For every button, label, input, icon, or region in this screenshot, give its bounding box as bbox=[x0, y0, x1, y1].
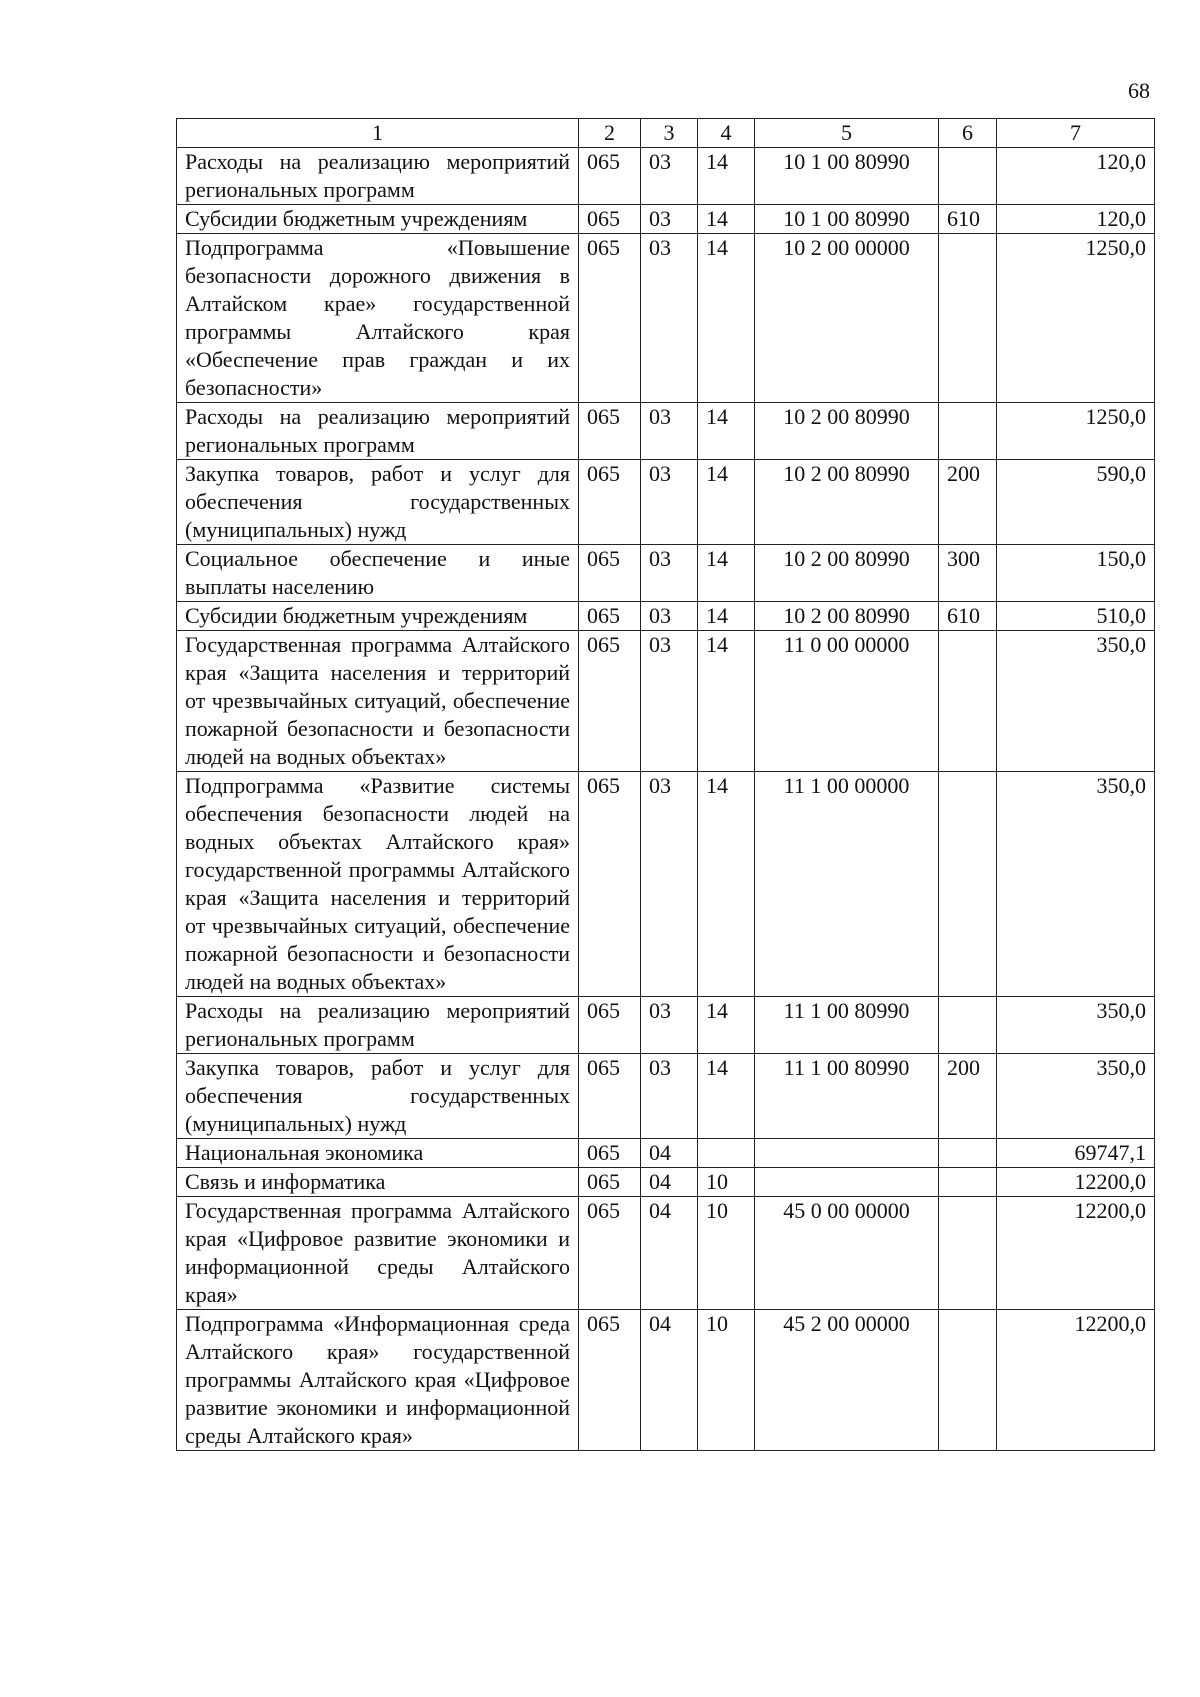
table-row bbox=[177, 1139, 1155, 1168]
section-code-cell: 03 bbox=[641, 772, 698, 997]
target-article-cell: 10 2 00 80990 bbox=[755, 545, 939, 602]
subsection-code-cell: 14 bbox=[698, 602, 755, 631]
item-name-cell: Закупка товаров, работ и услуг для обеспечения государственных (муниципальных) нужд bbox=[177, 460, 579, 545]
amount-cell: 12200,0 bbox=[997, 1168, 1155, 1197]
amount-cell: 1250,0 bbox=[997, 234, 1155, 403]
expense-type-cell bbox=[939, 1310, 997, 1451]
page-number: 68 bbox=[1128, 78, 1150, 103]
section-code-cell: 03 bbox=[641, 1054, 698, 1139]
item-name-cell: Связь и информатика bbox=[177, 1168, 579, 1197]
target-article-cell: 11 1 00 00000 bbox=[755, 772, 939, 997]
table-row bbox=[177, 545, 1155, 602]
item-name-cell: Подпрограмма «Развитие системы обеспечения безопасности людей на водных объектах Алтайского края» государственной программы Алтайского края «Защита населения и территорий от чрезвычайных ситуаций, обеспечение пожарной безопасности и безопасности людей на водных объектах» bbox=[177, 772, 579, 997]
expense-type-cell bbox=[939, 403, 997, 460]
section-code-cell: 04 bbox=[641, 1197, 698, 1310]
section-code-cell: 03 bbox=[641, 403, 698, 460]
header-row bbox=[177, 119, 1155, 148]
table-row bbox=[177, 234, 1155, 403]
ministry-code-cell: 065 bbox=[579, 460, 641, 545]
amount-cell: 510,0 bbox=[997, 602, 1155, 631]
table-body bbox=[177, 148, 1155, 1451]
ministry-code-cell: 065 bbox=[579, 1197, 641, 1310]
ministry-code-cell: 065 bbox=[579, 403, 641, 460]
amount-cell: 120,0 bbox=[997, 205, 1155, 234]
section-code-cell: 04 bbox=[641, 1168, 698, 1197]
ministry-code-cell: 065 bbox=[579, 631, 641, 772]
section-code-cell: 03 bbox=[641, 148, 698, 205]
amount-cell: 12200,0 bbox=[997, 1310, 1155, 1451]
ministry-code-cell: 065 bbox=[579, 997, 641, 1054]
expense-type-cell: 200 bbox=[939, 1054, 997, 1139]
target-article-cell: 10 2 00 80990 bbox=[755, 460, 939, 545]
section-code-cell: 04 bbox=[641, 1310, 698, 1451]
subsection-code-cell: 14 bbox=[698, 1054, 755, 1139]
expense-type-cell bbox=[939, 772, 997, 997]
section-code-cell: 04 bbox=[641, 1139, 698, 1168]
item-name-cell: Расходы на реализацию мероприятий региональных программ bbox=[177, 997, 579, 1054]
ministry-code-cell: 065 bbox=[579, 234, 641, 403]
item-name-cell: Подпрограмма «Информационная среда Алтайского края» государственной программы Алтайского края «Цифровое развитие экономики и информационной среды Алтайского края» bbox=[177, 1310, 579, 1451]
amount-cell: 12200,0 bbox=[997, 1197, 1155, 1310]
subsection-code-cell: 14 bbox=[698, 148, 755, 205]
amount-cell: 69747,1 bbox=[997, 1139, 1155, 1168]
table-row bbox=[177, 1054, 1155, 1139]
item-name-cell: Расходы на реализацию мероприятий региональных программ bbox=[177, 148, 579, 205]
amount-cell: 350,0 bbox=[997, 997, 1155, 1054]
table-row bbox=[177, 631, 1155, 772]
item-name-cell: Подпрограмма «Повышение безопасности дорожного движения в Алтайском крае» государственной программы Алтайского края «Обеспечение прав граждан и их безопасности» bbox=[177, 234, 579, 403]
subsection-code-cell bbox=[698, 1139, 755, 1168]
target-article-cell: 11 1 00 80990 bbox=[755, 997, 939, 1054]
item-name-cell: Субсидии бюджетным учреждениям bbox=[177, 602, 579, 631]
subsection-code-cell: 10 bbox=[698, 1197, 755, 1310]
section-code-cell: 03 bbox=[641, 460, 698, 545]
expense-type-cell: 610 bbox=[939, 602, 997, 631]
header-cell-4: 4 bbox=[698, 119, 755, 148]
amount-cell: 350,0 bbox=[997, 631, 1155, 772]
amount-cell: 120,0 bbox=[997, 148, 1155, 205]
target-article-cell: 10 1 00 80990 bbox=[755, 205, 939, 234]
item-name-cell: Социальное обеспечение и иные выплаты населению bbox=[177, 545, 579, 602]
item-name-cell: Расходы на реализацию мероприятий региональных программ bbox=[177, 403, 579, 460]
table-row bbox=[177, 1168, 1155, 1197]
subsection-code-cell: 14 bbox=[698, 772, 755, 997]
expense-type-cell bbox=[939, 234, 997, 403]
header-cell-1: 1 bbox=[177, 119, 579, 148]
subsection-code-cell: 14 bbox=[698, 205, 755, 234]
table-row bbox=[177, 602, 1155, 631]
ministry-code-cell: 065 bbox=[579, 205, 641, 234]
subsection-code-cell: 14 bbox=[698, 460, 755, 545]
header-cell-5: 5 bbox=[755, 119, 939, 148]
amount-cell: 150,0 bbox=[997, 545, 1155, 602]
subsection-code-cell: 14 bbox=[698, 631, 755, 772]
ministry-code-cell: 065 bbox=[579, 148, 641, 205]
ministry-code-cell: 065 bbox=[579, 545, 641, 602]
target-article-cell: 45 2 00 00000 bbox=[755, 1310, 939, 1451]
table-row bbox=[177, 1197, 1155, 1310]
table-row bbox=[177, 148, 1155, 205]
item-name-cell: Государственная программа Алтайского края «Цифровое развитие экономики и информационной среды Алтайского края» bbox=[177, 1197, 579, 1310]
ministry-code-cell: 065 bbox=[579, 772, 641, 997]
section-code-cell: 03 bbox=[641, 545, 698, 602]
ministry-code-cell: 065 bbox=[579, 602, 641, 631]
subsection-code-cell: 10 bbox=[698, 1310, 755, 1451]
target-article-cell: 11 1 00 80990 bbox=[755, 1054, 939, 1139]
expense-type-cell bbox=[939, 1168, 997, 1197]
expense-type-cell bbox=[939, 1197, 997, 1310]
subsection-code-cell: 14 bbox=[698, 545, 755, 602]
table-row bbox=[177, 403, 1155, 460]
target-article-cell: 11 0 00 00000 bbox=[755, 631, 939, 772]
ministry-code-cell: 065 bbox=[579, 1054, 641, 1139]
item-name-cell: Субсидии бюджетным учреждениям bbox=[177, 205, 579, 234]
target-article-cell bbox=[755, 1139, 939, 1168]
table-row bbox=[177, 1310, 1155, 1451]
target-article-cell: 10 2 00 80990 bbox=[755, 602, 939, 631]
expense-type-cell bbox=[939, 631, 997, 772]
ministry-code-cell: 065 bbox=[579, 1139, 641, 1168]
target-article-cell bbox=[755, 1168, 939, 1197]
section-code-cell: 03 bbox=[641, 997, 698, 1054]
budget-table bbox=[176, 118, 1155, 1451]
ministry-code-cell: 065 bbox=[579, 1310, 641, 1451]
header-cell-3: 3 bbox=[641, 119, 698, 148]
item-name-cell: Закупка товаров, работ и услуг для обеспечения государственных (муниципальных) нужд bbox=[177, 1054, 579, 1139]
header-cell-2: 2 bbox=[579, 119, 641, 148]
subsection-code-cell: 14 bbox=[698, 403, 755, 460]
expense-type-cell: 610 bbox=[939, 205, 997, 234]
subsection-code-cell: 14 bbox=[698, 234, 755, 403]
subsection-code-cell: 14 bbox=[698, 997, 755, 1054]
section-code-cell: 03 bbox=[641, 602, 698, 631]
target-article-cell: 10 2 00 80990 bbox=[755, 403, 939, 460]
target-article-cell: 10 1 00 80990 bbox=[755, 148, 939, 205]
expense-type-cell: 200 bbox=[939, 460, 997, 545]
item-name-cell: Национальная экономика bbox=[177, 1139, 579, 1168]
header-cell-6: 6 bbox=[939, 119, 997, 148]
amount-cell: 590,0 bbox=[997, 460, 1155, 545]
header-cell-7: 7 bbox=[997, 119, 1155, 148]
table-row bbox=[177, 460, 1155, 545]
section-code-cell: 03 bbox=[641, 205, 698, 234]
amount-cell: 350,0 bbox=[997, 1054, 1155, 1139]
amount-cell: 1250,0 bbox=[997, 403, 1155, 460]
subsection-code-cell: 10 bbox=[698, 1168, 755, 1197]
amount-cell: 350,0 bbox=[997, 772, 1155, 997]
table-row bbox=[177, 997, 1155, 1054]
target-article-cell: 10 2 00 00000 bbox=[755, 234, 939, 403]
expense-type-cell bbox=[939, 1139, 997, 1168]
target-article-cell: 45 0 00 00000 bbox=[755, 1197, 939, 1310]
table-row bbox=[177, 205, 1155, 234]
expense-type-cell bbox=[939, 997, 997, 1054]
expense-type-cell bbox=[939, 148, 997, 205]
section-code-cell: 03 bbox=[641, 234, 698, 403]
ministry-code-cell: 065 bbox=[579, 1168, 641, 1197]
table-row bbox=[177, 772, 1155, 997]
section-code-cell: 03 bbox=[641, 631, 698, 772]
item-name-cell: Государственная программа Алтайского края «Защита населения и территорий от чрезвычайных ситуаций, обеспечение пожарной безопасности и безопасности людей на водных объектах» bbox=[177, 631, 579, 772]
expense-type-cell: 300 bbox=[939, 545, 997, 602]
